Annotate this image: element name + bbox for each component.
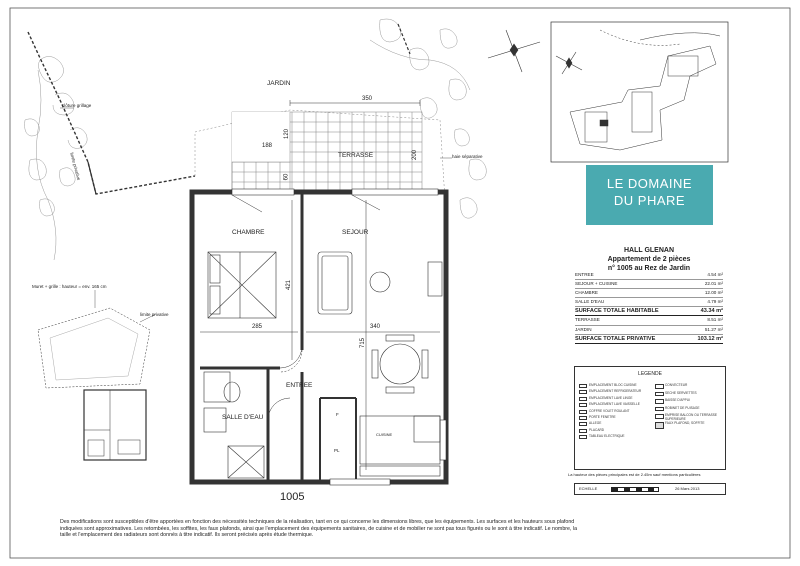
legend-symbol [655,384,664,389]
surface-row [575,298,723,307]
dim-285: 285 [252,324,263,330]
living-furniture [318,252,442,393]
dim-60: 60 [283,173,290,181]
terrace-label: TERRASSE [338,152,374,159]
surface-row [575,335,723,344]
surface-value: 103.12 m² [697,335,723,342]
fence-line-top [398,24,410,54]
legend-symbol [579,410,587,414]
dim-340: 340 [370,324,381,330]
surface-row [575,326,723,335]
surface-value: 8.51 m² [707,317,723,323]
site-plan [570,30,720,150]
dim-421: 421 [286,279,293,291]
dim-715: 715 [360,337,367,349]
room-label-salle-deau: SALLE D'EAU [222,414,264,421]
legend-symbol [579,397,587,401]
scale-date: 26 Mars 2013 [675,486,700,491]
surface-row [575,280,723,289]
legend-item: COFFRE VOLET ROULANT [589,408,630,413]
garden-label: JARDIN [267,80,291,87]
surface-value: 51.27 m² [704,326,723,332]
surface-value: 43.34 m² [700,308,723,315]
legend-symbol [579,390,587,394]
dim-200: 200 [412,149,419,161]
legend-item: BAISSE D'APPUI [665,398,690,402]
legend-item: EMPLACEMENT LAVE VAISSELLE [589,402,640,407]
legend-symbol [655,392,664,397]
logo-line-1: LE DOMAINE [606,176,693,191]
apartment-type: Appartement de 2 pièces [607,256,691,263]
surface-label: SURFACE TOTALE HABITABLE [575,308,659,315]
legend-item: PLACARD [589,427,605,432]
separation-label: haie séparative [452,154,483,159]
legend-item: EMPRISE BALCON OU TERRASSE SUPERIEURE [665,413,718,421]
logo-line-2: DU PHARE [613,193,686,208]
apartment-walls [192,192,446,482]
legend-item: ROBINET DE PUISAGE [665,405,700,410]
legend-box [574,366,726,470]
dim-120: 120 [284,128,291,140]
legend-symbol [579,416,587,420]
room-label-pl: PL [334,448,340,453]
legend-item: EMPLACEMENT BLOC CUISINE [589,383,637,387]
scale-label: ECHELLE [579,486,598,491]
apartment-info [568,246,730,273]
legend-item: FAUX PLAFOND, SOFFITE [665,420,705,425]
boundary-label: limite privative [69,152,82,181]
surface-label: CHAMBRE [575,290,598,296]
legend-symbol [579,422,587,426]
surface-label: JARDIN [575,326,592,332]
boundary-label-2: limite privative [140,312,169,317]
legend-item: SECHE SERVIETTES [665,390,697,395]
room-label-entree: ENTREE [286,382,313,389]
room-label-sejour: SEJOUR [342,229,369,236]
legend-symbol [579,429,587,433]
legend-symbol [579,384,587,388]
height-note: La hauteur des pièces principales est de 2.45m sauf mentions particulières [568,472,701,477]
surface-value: 4.54 m² [707,272,723,277]
surface-table [575,271,723,344]
fence-label: clôture grillage [62,103,92,108]
disclaimer-text: Des modifications sont susceptibles d'être apportées en fonction des nécessités techniques de la réalisation, tant en ce qui concerne les dimensions libres, que les équipements. Les surfaces et les hauteurs sous plafond indiquées sont approximatives. Les retombées, les soffites, les faux plafonds, ainsi que l'emplacement des équipements sanitaires, de cuisine et de mobilier ne sont pas tous figurés ou le sont à titre indicatif. Le nombre, la taille et l'emplacement des radiateurs sont donnés à titre indicatif. Ils seront précisés après étude thermique. [60,519,578,539]
surface-row [575,289,723,298]
surface-label: ENTREE [575,272,594,277]
dim-350: 350 [362,96,373,102]
apartment-number: 1005 [280,491,305,503]
legend-symbol [579,435,587,439]
surface-value: 12.00 m² [704,290,723,296]
legend-item: PORTE FENETRE [589,415,616,419]
surface-row [575,271,723,280]
scale-bar [574,483,726,495]
key-plan [38,308,150,460]
legend-item: EMPLACEMENT LAVE LINGE [589,395,633,400]
bathroom [204,372,264,478]
dim-188: 188 [262,143,273,149]
legend-symbol [655,422,664,429]
legend-symbol [655,399,664,404]
room-label-chambre: CHAMBRE [232,229,265,236]
legend-item: TABLEAU ELECTRIQUE [589,434,625,439]
domaine-du-phare-logo [586,165,713,225]
room-label-cuisine: CUISINE [376,432,393,437]
legend-symbol [655,407,664,412]
bed [208,252,276,318]
surface-value: 22.01 m² [704,281,723,287]
surface-row [575,307,723,316]
room-label-f: F [336,412,339,417]
legend-item: ALLEGE [589,421,602,426]
legend-symbol [579,403,587,407]
compass-icon [488,30,582,74]
surface-value: 4.79 m² [707,299,723,305]
surface-label: SURFACE TOTALE PRIVATIVE [575,335,656,342]
wall-label: Muret + grille : hauteur = env. 165 cm [32,284,107,289]
legend-item: EMPLACEMENT REFRIGERATEUR [589,389,642,394]
apartment-location: n° 1005 au Rez de Jardin [607,265,691,272]
surface-label: SEJOUR + CUISINE [575,281,618,287]
kitchen [360,416,440,476]
hall-name: HALL GLENAN [623,247,675,254]
surface-row [575,316,723,325]
legend-title: LEGENDE [638,371,662,377]
fence-line [28,32,195,194]
scale-ruler [611,487,659,492]
legend-symbol [655,414,664,419]
legend-item: CONVECTEUR [665,383,688,387]
surface-label: TERRASSE [575,317,600,323]
surface-label: SALLE D'EAU [575,299,605,305]
